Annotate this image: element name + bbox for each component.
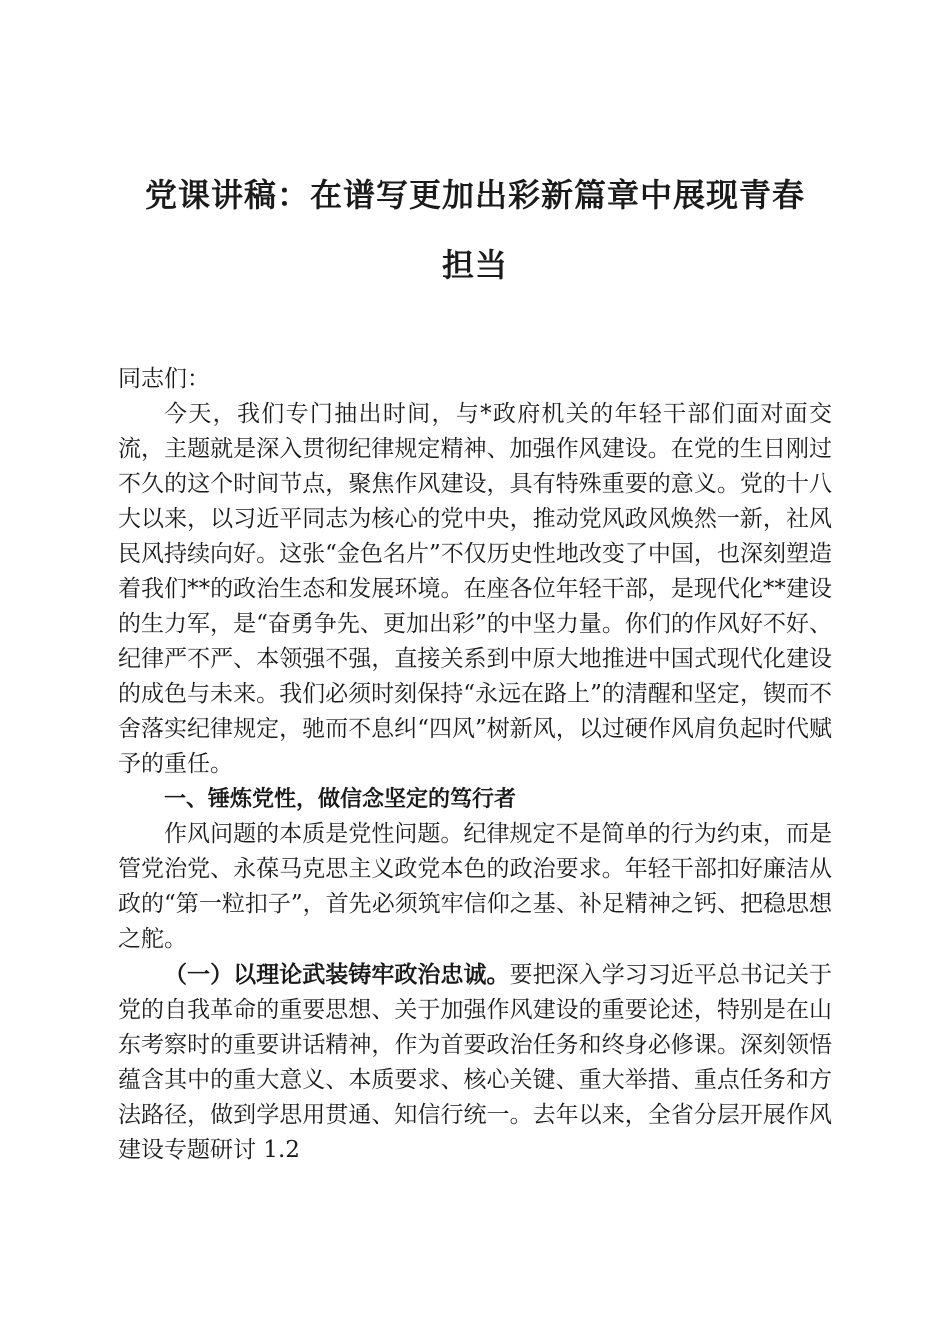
paragraph-intro: 今天，我们专门抽出时间，与*政府机关的年轻干部们面对面交流，主题就是深入贯彻纪律规定精神、加强作风建设。在党的生日刚过不久的这个时间节点，聚焦作风建设，具有特殊重要的意义。党的十八大以来，以习近平同志为核心的党中央，推动党风政风焕然一新，社风民风持续向好。这张“金色名片”不仅历史性地改变了中国，也深刻塑造着我们**的政治生态和发展环境。在座各位年轻干部，是现代化**建设的生力军，是“奋勇争先、更加出彩”的中坚力量。你们的作风好不好、纪律严不严、本领强不强，直接关系到中原大地推进中国式现代化建设的成色与未来。我们必须时刻保持“永远在路上”的清醒和坚定，锲而不舍落实纪律规定，驰而不息纠“四风”树新风，以过硬作风肩负起时代赋予的重任。	[118, 401, 832, 777]
document-body	[118, 362, 832, 1168]
paragraph-section-1: 作风问题的本质是党性问题。纪律规定不是简单的行为约束，而是管党治党、永葆马克思主义政党本色的政治要求。年轻干部扣好廉洁从政的“第一粒扣子”，首先必须筑牢信仰之基、补足精神之钙、把稳思想之舵。	[118, 821, 832, 952]
subsection-heading-1: （一）以理论武装铸牢政治忠诚。	[164, 961, 510, 988]
salutation: 同志们：	[118, 366, 210, 392]
subsection-1-text: 要把深入学习习近平总书记关于党的自我革命的重要思想、关于加强作风建设的重要论述，特别是在山东考察时的重要讲话精神，作为首要政治任务和终身必修课。深刻领悟蕴含其中的重大意义、本质要求、核心关键、重大举措、重点任务和方法路径，做到学思用贯通、知信行统一。去年以来，全省分层开展作风建设专题研讨 1.2	[118, 962, 833, 1163]
document-title-line-2: 担当	[441, 246, 508, 284]
document-title-line-1: 党课讲稿：在谱写更加出彩新篇章中展现青春	[144, 176, 805, 214]
section-heading-1: 一、锤炼党性，做信念坚定的笃行者	[164, 787, 517, 812]
paragraph-subsection-1	[118, 957, 832, 1168]
